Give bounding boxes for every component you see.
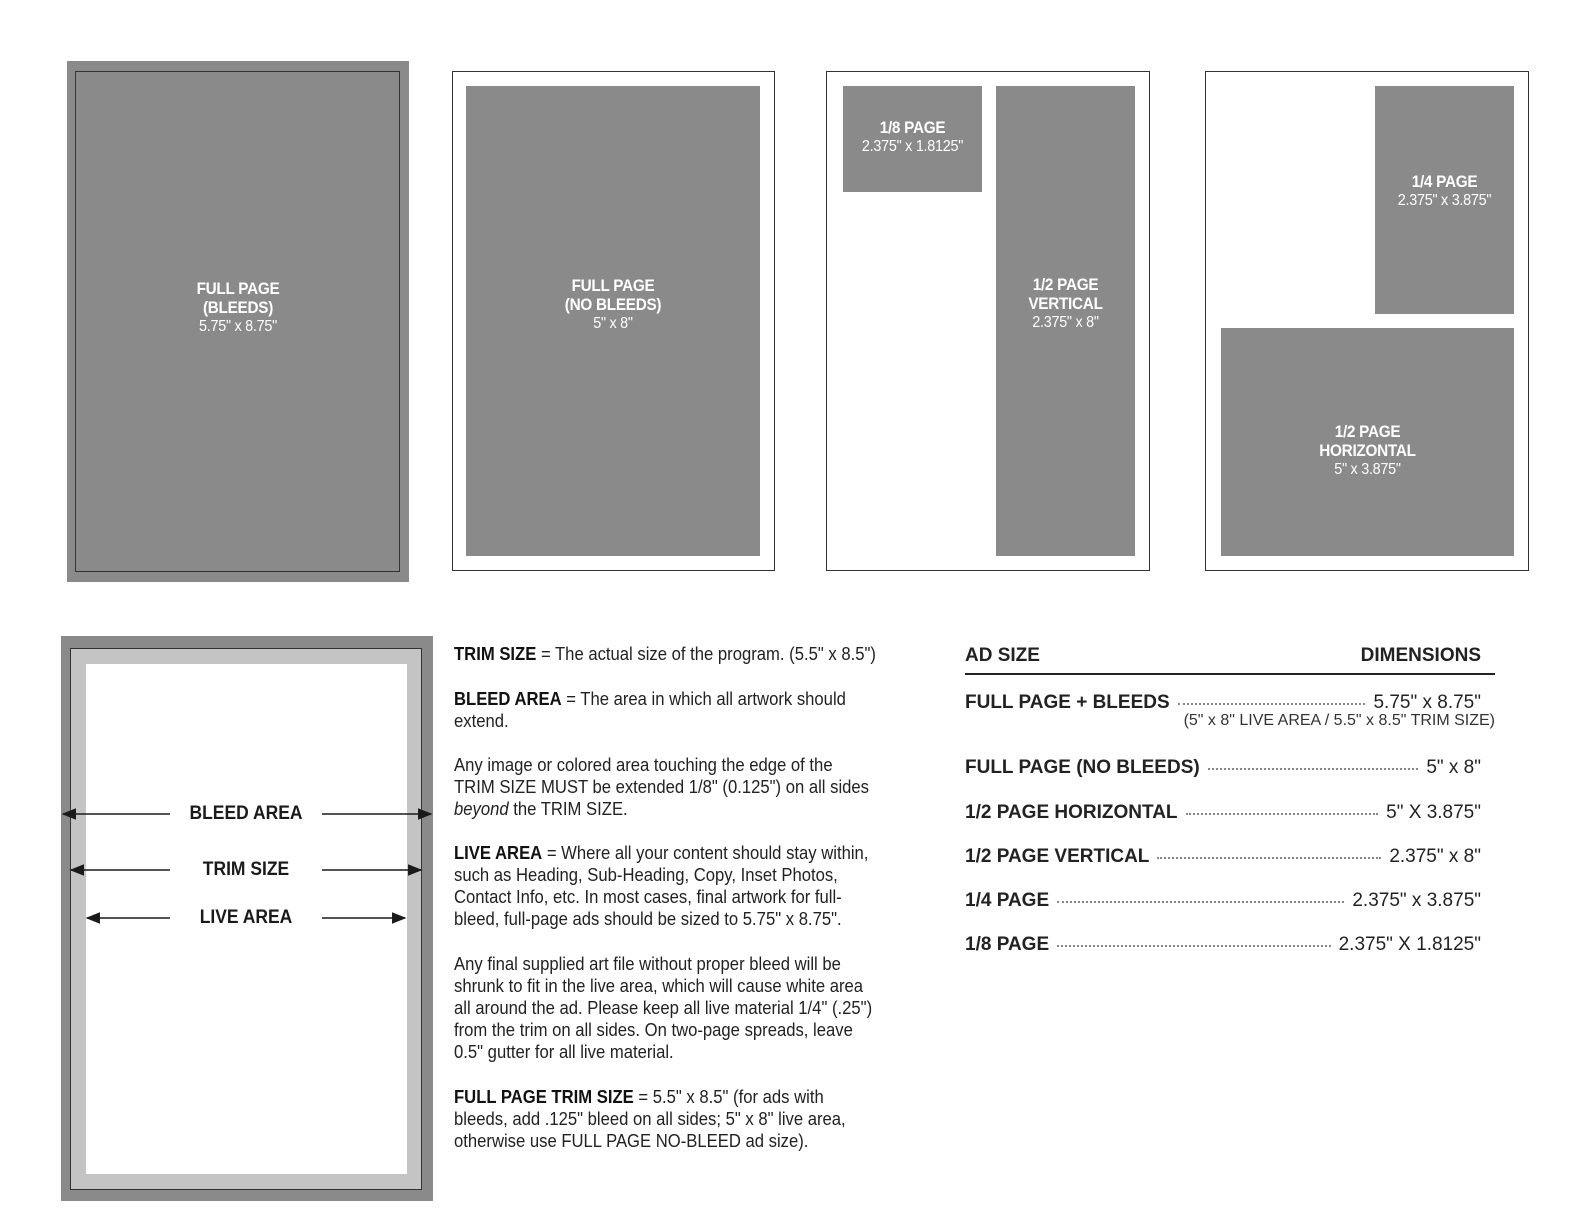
- table-row: [965, 802, 1495, 828]
- live-area-term: LIVE AREA: [454, 842, 543, 863]
- full-bleeds-title1: FULL PAGE: [196, 279, 280, 298]
- live-area-def: = Where all your content should stay within, such as Heading, Sub-Heading, Copy, Inset Photos, Contact Info, etc. In most cases, final artwork for full-bleed, full-page ads should be sized to 5.75" x 8.75".: [454, 842, 869, 929]
- ad-size-value: 2.375" X 1.8125": [1338, 934, 1481, 955]
- full-bleeds-title2: (BLEEDS): [202, 298, 274, 317]
- leader-dots: [1057, 945, 1330, 947]
- ad-size-name: FULL PAGE (NO BLEEDS): [965, 757, 1200, 778]
- ad-size-name: 1/8 PAGE: [965, 934, 1050, 955]
- full-page-trim-term: FULL PAGE TRIM SIZE: [454, 1086, 634, 1107]
- table-row: [965, 846, 1495, 872]
- full-bleed-note: (5" x 8" LIVE AREA / 5.5" x 8.5" TRIM SIZE): [1183, 712, 1495, 729]
- ad-size-name: 1/2 PAGE HORIZONTAL: [965, 802, 1178, 823]
- trim-size-def: = The actual size of the program. (5.5" x 8.5"): [536, 643, 876, 664]
- bleed-area-term: BLEED AREA: [454, 688, 562, 709]
- ad-size-value: 2.375" x 3.875": [1352, 890, 1481, 911]
- image-note-part2: the TRIM SIZE.: [508, 798, 628, 819]
- half-vertical-dims: 2.375" x 8": [1032, 314, 1099, 331]
- half-horizontal-title2: HORIZONTAL: [1319, 441, 1416, 460]
- full-bleeds-dims: 5.75" x 8.75": [199, 318, 277, 335]
- live-area-definition: [454, 842, 877, 930]
- ad-size-name: FULL PAGE + BLEEDS: [965, 692, 1170, 713]
- table-row: [965, 934, 1495, 960]
- trim-size-label: TRIM SIZE: [202, 859, 290, 880]
- bleed-area-definition: [454, 688, 877, 732]
- leader-dots: [1208, 768, 1419, 770]
- ad-size-table-header: [965, 641, 1495, 675]
- leader-dots: [1186, 813, 1379, 815]
- final-art-note: Any final supplied art file without proper bleed will be shrunk to fit in the live area, which will cause white area all around the ad. Please keep all live material 1/4" (.25") from the trim on all sides. On two-page spreads, leave 0.5" gutter for all live material.: [454, 953, 873, 1062]
- col-ad-size: AD SIZE: [965, 645, 1040, 666]
- live-area-label: LIVE AREA: [199, 907, 293, 928]
- leader-dots: [1178, 703, 1366, 705]
- image-note-emphasis: beyond: [454, 798, 509, 819]
- ad-size-value: 5" x 8": [1426, 757, 1481, 778]
- table-row: [965, 890, 1495, 916]
- table-row: [965, 757, 1495, 783]
- eighth-dims: 2.375" x 1.8125": [861, 138, 964, 155]
- trim-size-definition: [454, 643, 877, 665]
- half-vertical-title1: 1/2 PAGE: [1032, 275, 1099, 294]
- no-bleeds-title1: FULL PAGE: [571, 276, 655, 295]
- image-extension-note: [454, 754, 877, 820]
- leader-dots: [1157, 857, 1381, 859]
- full-page-trim-definition: [454, 1086, 877, 1152]
- bleed-area-def: = The area in which all artwork should extend.: [454, 688, 846, 731]
- leader-dots: [1057, 901, 1344, 903]
- col-dimensions: DIMENSIONS: [1360, 645, 1481, 666]
- ad-size-value: 5" X 3.875": [1386, 802, 1481, 823]
- quarter-dims: 2.375" x 3.875": [1397, 192, 1492, 209]
- ad-size-name: 1/2 PAGE VERTICAL: [965, 846, 1150, 867]
- ad-size-name: 1/4 PAGE: [965, 890, 1050, 911]
- image-note-part1: Any image or colored area touching the edge of the TRIM SIZE MUST be extended 1/8" (0.125") on all sides: [454, 754, 869, 797]
- ad-size-value: 2.375" x 8": [1389, 846, 1481, 867]
- half-horizontal-dims: 5" x 3.875": [1334, 461, 1401, 478]
- quarter-title: 1/4 PAGE: [1411, 172, 1478, 191]
- half-vertical-title2: VERTICAL: [1028, 294, 1103, 313]
- full-page-trim-def: = 5.5" x 8.5" (for ads with bleeds, add .125" bleed on all sides; 5" x 8" live area, otherwise use FULL PAGE NO-BLEED ad size).: [454, 1086, 846, 1151]
- eighth-title: 1/8 PAGE: [879, 118, 946, 137]
- no-bleeds-dims: 5" x 8": [593, 315, 633, 332]
- no-bleeds-title2: (NO BLEEDS): [564, 295, 662, 314]
- trim-size-term: TRIM SIZE: [454, 643, 537, 664]
- half-horizontal-title1: 1/2 PAGE: [1334, 422, 1401, 441]
- ad-size-value: 5.75" x 8.75": [1373, 692, 1481, 713]
- bleed-area-label: BLEED AREA: [189, 803, 303, 824]
